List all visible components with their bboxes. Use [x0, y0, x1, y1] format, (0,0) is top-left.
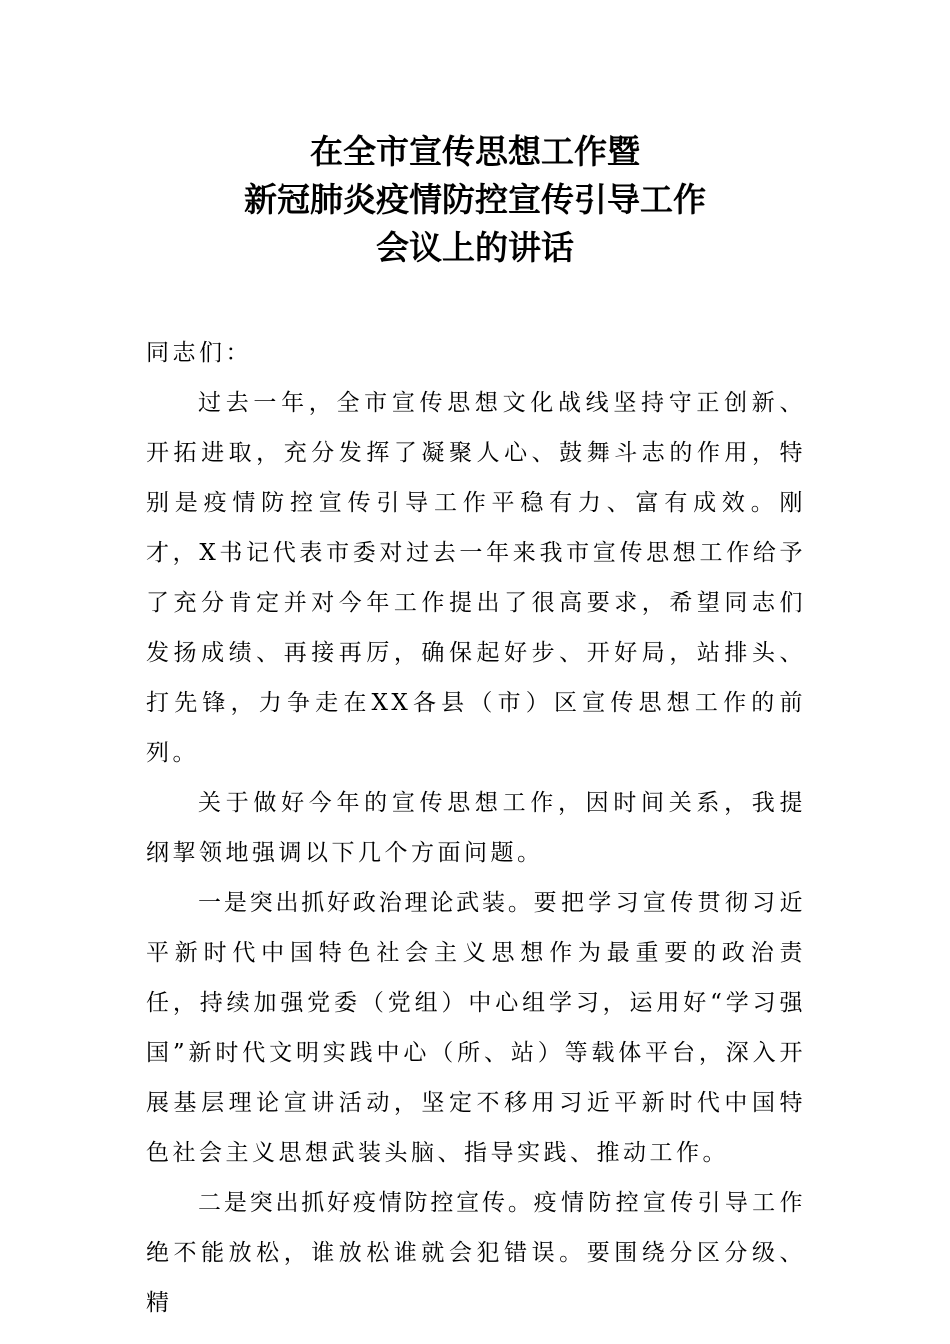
paragraph-3: [146, 878, 806, 1178]
title-line-2: 新冠肺炎疫情防控宣传引导工作: [244, 180, 706, 219]
document-body: [146, 328, 806, 1328]
paragraph-4: [146, 1178, 806, 1328]
paragraph-2: 关于做好今年的宣传思想工作，因时间关系，我提纲挈领地强调以下几个方面问题。: [146, 790, 806, 866]
paragraph-4-text: 疫情防控宣传引导工作绝不能放松，谁放松谁就会犯错误。要围绕分区分级、精: [146, 1190, 807, 1316]
salutation: 同志们：: [146, 340, 252, 366]
paragraph-4-lead: 二是突出抓好疫情防控宣传。: [198, 1190, 534, 1216]
document-title: [0, 128, 950, 272]
title-line-1: 在全市宣传思想工作暨: [310, 132, 640, 171]
title-line-3: 会议上的讲话: [376, 228, 574, 267]
paragraph-3-text: 要把学习宣传贯彻习近平新时代中国特色社会主义思想作为最重要的政治责任，持续加强党委（党组）中心组学习，运用好“学习强国”新时代文明实践中心（所、站）等载体平台，深入开展基层理论宣讲活动，坚定不移用习近平新时代中国特色社会主义思想武装头脑、指导实践、推动工作。: [146, 890, 807, 1166]
paragraph-3-lead: 一是突出抓好政治理论武装。: [198, 890, 534, 916]
paragraph-1: 过去一年，全市宣传思想文化战线坚持守正创新、开拓进取，充分发挥了凝聚人心、鼓舞斗志的作用，特别是疫情防控宣传引导工作平稳有力、富有成效。刚才，X书记代表市委对过去一年来我市宣传思想工作给予了充分肯定并对今年工作提出了很高要求，希望同志们发扬成绩、再接再厉，确保起好步、开好局，站排头、打先锋，力争走在XX各县（市）区宣传思想工作的前列。: [146, 390, 806, 766]
